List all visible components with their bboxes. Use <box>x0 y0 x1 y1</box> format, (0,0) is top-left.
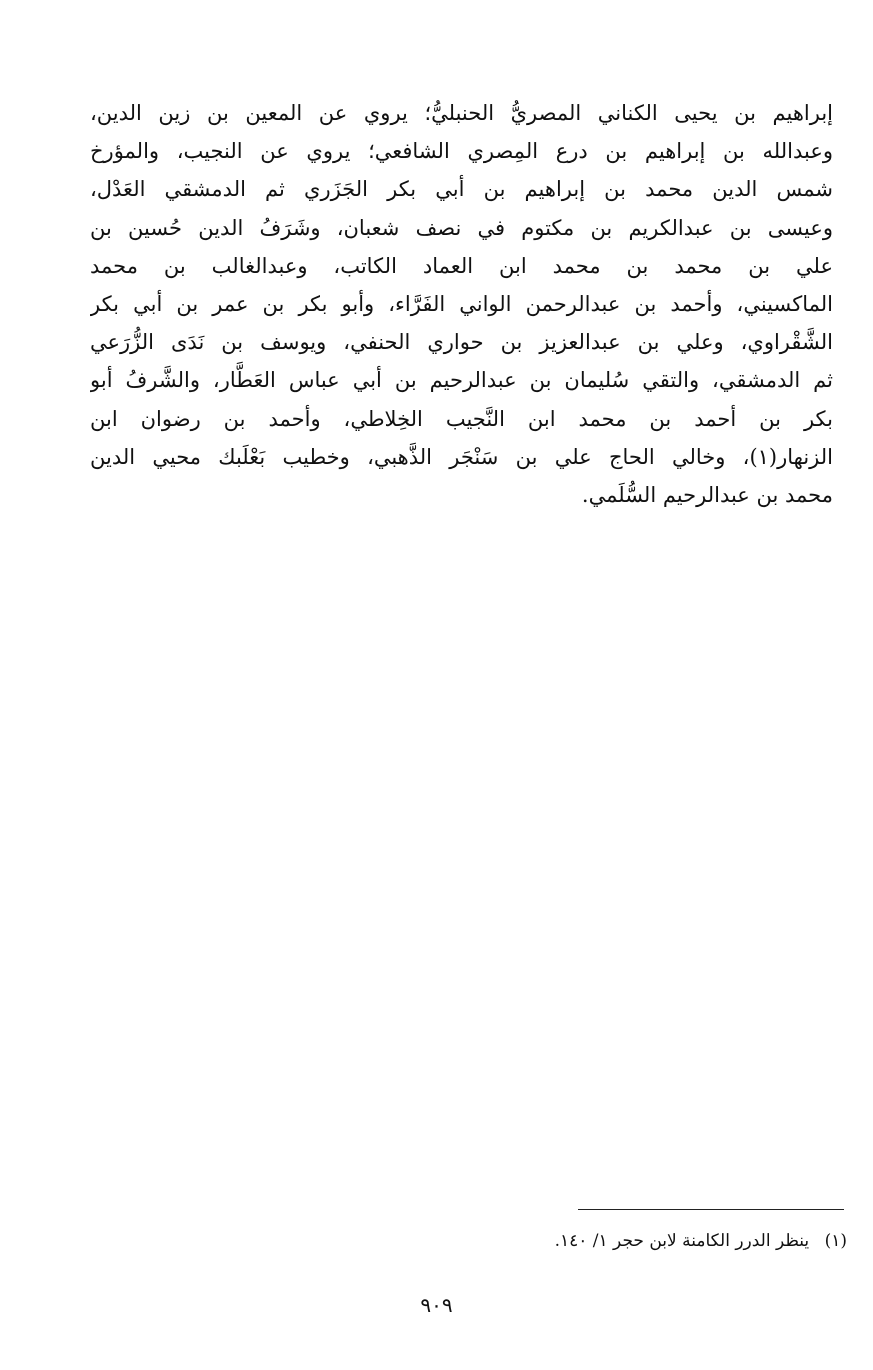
text-line: محمد بن عبدالرحيم السُّلَمي. <box>581 482 833 507</box>
text-line: إبراهيم بن يحيى الكناني المصريُّ الحنبليُّ؛ يروي عن المعين بن زين الدين، <box>90 101 833 125</box>
text-line: علي بن محمد بن محمد ابن العماد الكاتب، وعبدالغالب بن محمد <box>90 253 833 278</box>
text-line: الزنهار(١)، وخالي الحاج علي بن سَنْجَر الذَّهبي، وخطيب بَعْلَبك محيي الدين <box>90 444 833 469</box>
text-line: وعيسى بن عبدالكريم بن مكتوم في نصف شعبان، وشَرَفُ الدين حُسين بن <box>90 215 833 240</box>
main-text-block <box>90 94 833 514</box>
footnote <box>327 1226 847 1256</box>
footnote-separator <box>578 1209 844 1210</box>
text-line: الشَّقْراوي، وعلي بن عبدالعزيز بن حواري الحنفي، ويوسف بن نَدَى الزُّرَعي <box>90 330 833 355</box>
text-line: ثم الدمشقي، والتقي سُليمان بن عبدالرحيم بن أبي عباس العَطَّار، والشَّرفُ أبو <box>90 368 833 393</box>
text-line: بكر بن أحمد بن محمد ابن النَّجيب الخِلاطي، وأحمد بن رضوان ابن <box>90 406 833 431</box>
text-line: وعبدالله بن إبراهيم بن درع المِصري الشافعي؛ يروي عن النجيب، والمؤرخ <box>90 139 833 164</box>
text-line: الماكسيني، وأحمد بن عبدالرحمن الواني الفَرَّاء، وأبو بكر بن عمر بن أبي بكر <box>90 291 833 316</box>
footnote-text: ينظر الدرر الكامنة لابن حجر ١/ ١٤٠. <box>554 1231 810 1251</box>
text-line: شمس الدين محمد بن إبراهيم بن أبي بكر الجَزَري ثم الدمشقي العَدْل، <box>90 177 833 202</box>
footnote-marker: (١) <box>824 1231 847 1251</box>
page-number: ٩٠٩ <box>420 1293 453 1317</box>
